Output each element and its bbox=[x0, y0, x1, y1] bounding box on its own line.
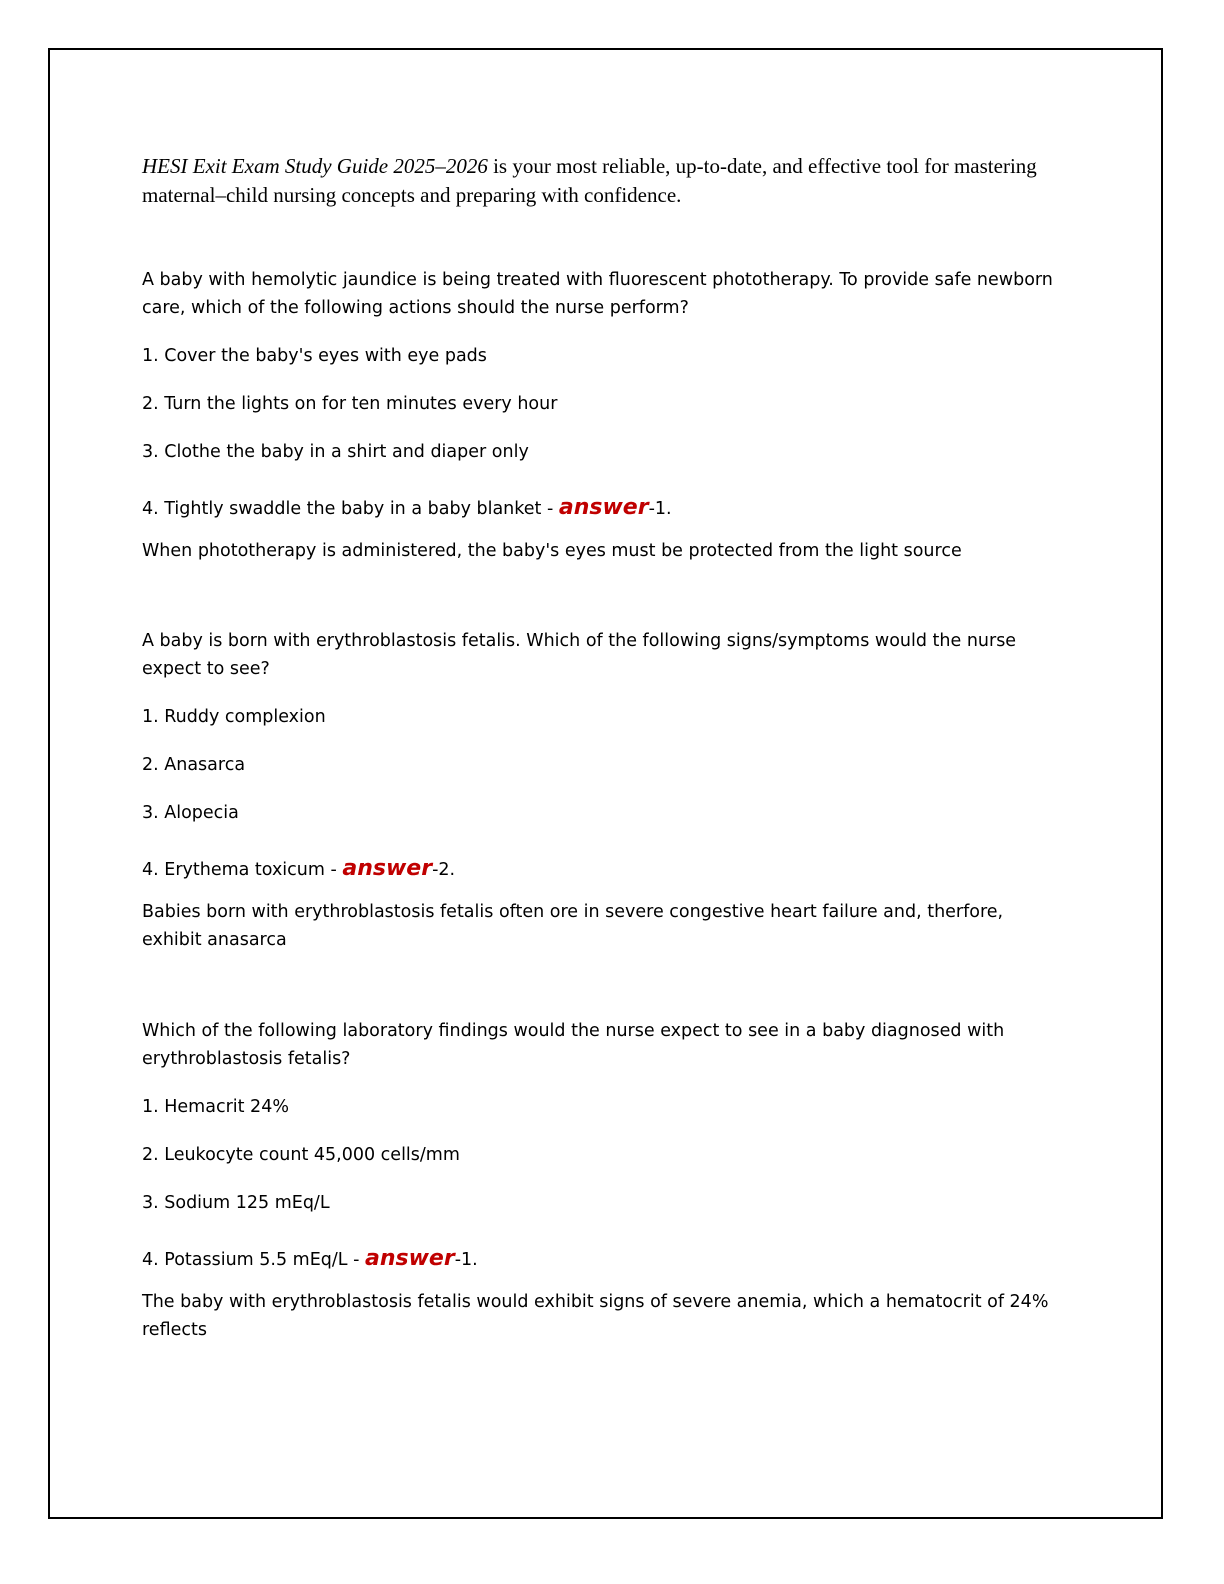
option-4-with-answer bbox=[142, 1245, 1062, 1274]
option-2: 2. Turn the lights on for ten minutes every hour bbox=[142, 394, 558, 414]
explanation: The baby with erythroblastosis fetalis would exhibit signs of severe anemia, which a hematocrit of 24% reflects bbox=[142, 1292, 1049, 1340]
option-4: 4. Erythema toxicum - bbox=[142, 860, 343, 880]
option-4: 4. Potassium 5.5 mEq/L - bbox=[142, 1250, 365, 1270]
question-block-1 bbox=[142, 266, 1062, 565]
answer-label: answer bbox=[364, 1246, 455, 1271]
option-3: 3. Alopecia bbox=[142, 803, 239, 823]
explanation: Babies born with erythroblastosis fetalis often ore in severe congestive heart failure and, therfore, exhibit anasarca bbox=[142, 902, 1004, 950]
option-1: 1. Hemacrit 24% bbox=[142, 1097, 289, 1117]
answer-label: answer bbox=[558, 495, 649, 520]
answer-value: -2. bbox=[432, 860, 456, 880]
question-text: A baby with hemolytic jaundice is being treated with fluorescent phototherapy. To provide safe newborn care, which of the following actions should the nurse perform? bbox=[142, 270, 1053, 318]
question-text: Which of the following laboratory findings would the nurse expect to see in a baby diagnosed with erythroblastosis fetalis? bbox=[142, 1021, 1005, 1069]
intro-title: HESI Exit Exam Study Guide 2025–2026 bbox=[142, 154, 488, 178]
question-block-3 bbox=[142, 1017, 1062, 1344]
answer-value: -1. bbox=[454, 1250, 478, 1270]
option-1: 1. Ruddy complexion bbox=[142, 707, 326, 727]
question-text: A baby is born with erythroblastosis fetalis. Which of the following signs/symptoms would the nurse expect to see? bbox=[142, 631, 1017, 679]
option-4-with-answer bbox=[142, 855, 1062, 884]
intro-text: is your most reliable, up-to-date, and effective tool for mastering maternal–child nursing concepts and preparing with confidence. bbox=[142, 154, 1037, 207]
option-3: 3. Clothe the baby in a shirt and diaper only bbox=[142, 442, 529, 462]
option-4: 4. Tightly swaddle the baby in a baby blanket - bbox=[142, 499, 559, 519]
explanation: When phototherapy is administered, the baby's eyes must be protected from the light source bbox=[142, 541, 962, 561]
option-2: 2. Anasarca bbox=[142, 755, 246, 775]
option-2: 2. Leukocyte count 45,000 cells/mm bbox=[142, 1145, 460, 1165]
option-3: 3. Sodium 125 mEq/L bbox=[142, 1193, 330, 1213]
answer-value: -1. bbox=[648, 499, 672, 519]
question-block-2 bbox=[142, 627, 1062, 954]
intro-paragraph bbox=[142, 152, 1072, 210]
option-1: 1. Cover the baby's eyes with eye pads bbox=[142, 346, 487, 366]
answer-label: answer bbox=[342, 856, 433, 881]
option-4-with-answer bbox=[142, 494, 1062, 523]
